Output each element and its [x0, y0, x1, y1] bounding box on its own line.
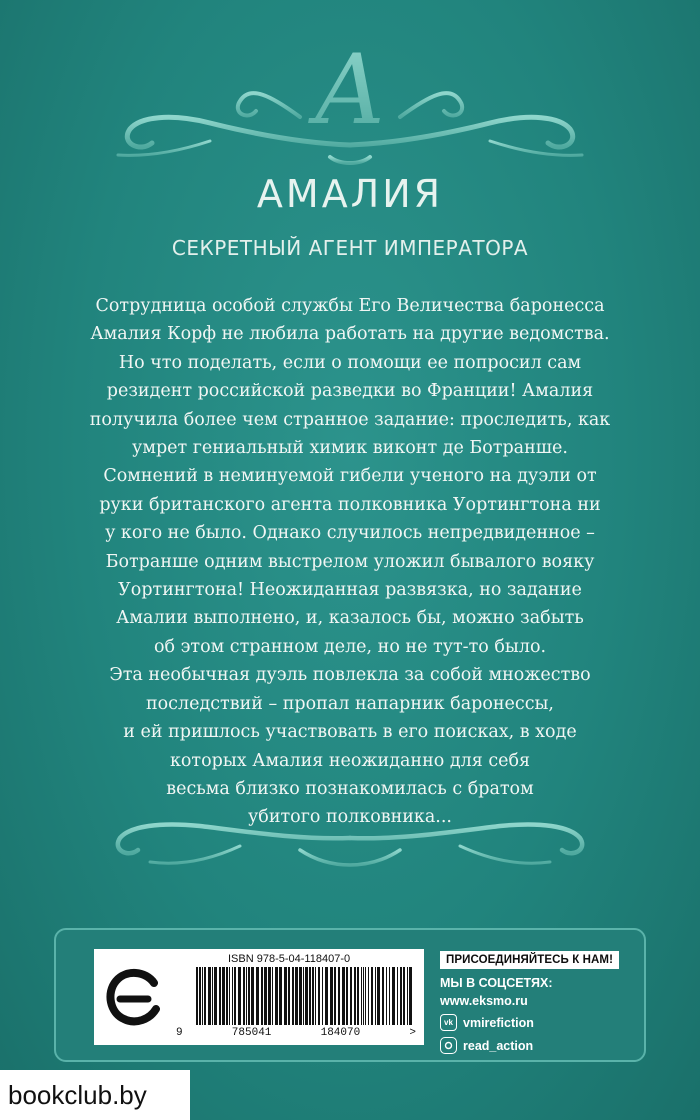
barcode-bar: [342, 967, 345, 1025]
barcode-bar: [264, 967, 267, 1025]
barcode-bar: [305, 967, 308, 1025]
barcode-bar: [403, 967, 405, 1025]
isbn-number: ISBN 978-5-04-118407-0: [228, 953, 351, 965]
barcode-bar: [371, 967, 373, 1025]
barcode-digit-group: 785041: [231, 1027, 272, 1039]
barcode-bar: [279, 967, 282, 1025]
barcode-bar: [204, 967, 206, 1025]
barcode-bar: [272, 967, 273, 1025]
annotation-line: Уортингтона! Неожиданная развязка, но задание: [118, 580, 582, 601]
vk-handle: vmirefiction: [463, 1015, 534, 1030]
barcode-bar: [334, 967, 336, 1025]
barcode-bar: [409, 967, 412, 1025]
barcode-bar: [246, 967, 247, 1025]
barcode-digit-group: >: [409, 1027, 416, 1039]
instagram-icon: [440, 1037, 457, 1054]
barcode-bar: [389, 967, 390, 1025]
barcode-bar: [208, 967, 211, 1025]
instagram-link[interactable]: [440, 1037, 640, 1054]
annotation-line: и ей пришлось участвовать в его поисках, в ходе: [123, 722, 577, 743]
barcode-bar: [330, 967, 333, 1025]
barcode-digit-group: 184070: [320, 1027, 361, 1039]
barcode-area: [94, 949, 424, 1045]
barcode-bar: [196, 967, 198, 1025]
barcode-bar: [243, 967, 245, 1025]
annotation-line: Ботранше одним выстрелом уложил бывалого вояку: [105, 551, 595, 572]
watermark: bookclub.by: [0, 1070, 190, 1120]
barcode-bar: [357, 967, 359, 1025]
annotation-line: убитого полковника...: [247, 807, 452, 828]
annotation-line: Эта необычная дуэль повлекла за собой множество: [109, 665, 591, 686]
vk-link[interactable]: [440, 1014, 640, 1031]
info-panel: [54, 928, 646, 1062]
vk-icon: vk: [440, 1014, 457, 1031]
barcode-bar: [219, 967, 221, 1025]
annotation-line: которых Амалия неожиданно для себя: [169, 750, 531, 771]
barcode-bar: [338, 967, 340, 1025]
barcode-bar: [350, 967, 352, 1025]
book-subtitle: СЕКРЕТНЫЙ АГЕНТ ИМПЕРАТОРА: [171, 236, 529, 260]
barcode-bar: [392, 967, 395, 1025]
barcode-bar: [229, 967, 230, 1025]
barcode-bar: [397, 967, 398, 1025]
bottom-ornament: [0, 810, 700, 880]
annotation-line: получила более чем странное задание: проследить, как: [89, 409, 611, 430]
barcode-bar: [292, 967, 294, 1025]
top-ornament: [0, 25, 700, 175]
join-us-badge: ПРИСОЕДИНЯЙТЕСЬ К НАМ!: [440, 951, 619, 969]
barcode-bar: [375, 967, 376, 1025]
annotation-line: Амалии выполнено, и, казалось бы, можно забыть: [116, 608, 584, 629]
barcode-bar: [322, 967, 323, 1025]
barcode-bar: [309, 967, 311, 1025]
barcode-icon: [194, 967, 416, 1027]
barcode-bar: [299, 967, 302, 1025]
barcode-bar: [354, 967, 356, 1025]
barcode-bar: [232, 967, 233, 1025]
annotation-line: умрет гениальный химик виконт де Ботранше.: [132, 438, 568, 459]
barcode-bar: [284, 967, 287, 1025]
barcode-bar: [238, 967, 241, 1025]
book-annotation: [70, 292, 630, 832]
barcode-bar: [214, 967, 217, 1025]
monogram-letter: A: [315, 34, 385, 146]
barcode-bar: [268, 967, 271, 1025]
book-title: АМАЛИЯ: [256, 172, 444, 216]
barcode-bar: [400, 967, 402, 1025]
barcode-bar: [226, 967, 228, 1025]
barcode-bar: [315, 967, 316, 1025]
barcode-digits: [176, 1027, 416, 1039]
barcode-bar: [365, 967, 366, 1025]
barcode-bar: [363, 967, 364, 1025]
annotation-line: весьма близко познакомилась с братом: [166, 778, 534, 799]
barcode-bar: [407, 967, 408, 1025]
barcode-bar: [199, 967, 201, 1025]
annotation-line: об этом странном деле, но не тут-то было.: [153, 636, 547, 657]
instagram-handle: read_action: [463, 1038, 534, 1053]
annotation-line: резидент российской разведки во Франции! Амалия: [106, 381, 594, 402]
barcode-bar: [256, 967, 259, 1025]
barcode-bar: [202, 967, 203, 1025]
barcode-bar: [386, 967, 387, 1025]
annotation-line: Сотрудница особой службы Его Величества баронесса: [95, 296, 605, 316]
barcode-bar: [346, 967, 348, 1025]
website-link[interactable]: www.eksmo.ru: [440, 994, 528, 1008]
social-networks-label: МЫ В СОЦСЕТЯХ:: [440, 976, 553, 990]
barcode-bar: [234, 967, 236, 1025]
barcode-bar: [212, 967, 213, 1025]
barcode-bar: [377, 967, 380, 1025]
barcode-bar: [222, 967, 225, 1025]
barcode-bar: [295, 967, 298, 1025]
barcode-bar: [312, 967, 314, 1025]
annotation-line: последствий – пропал напарник баронессы,: [145, 693, 554, 714]
eksmo-logo-icon: [102, 963, 168, 1029]
annotation-line: Амалия Корф не любила работать на другие ведомства.: [90, 324, 610, 345]
barcode-bar: [275, 967, 278, 1025]
barcode-bar: [261, 967, 263, 1025]
barcode-bar: [382, 967, 384, 1025]
barcode-bar: [248, 967, 250, 1025]
barcode-bar: [368, 967, 369, 1025]
barcode-bar: [361, 967, 362, 1025]
barcode-bar: [318, 967, 320, 1025]
annotation-line: Сомнений в неминуемой гибели ученого на дуэли от: [103, 466, 597, 487]
barcode-digit-group: 9: [176, 1027, 183, 1039]
barcode-bar: [325, 967, 328, 1025]
barcode-bar: [303, 967, 304, 1025]
annotation-line: у кого не было. Однако случилось непредвиденное –: [105, 523, 595, 544]
barcode-bar: [288, 967, 290, 1025]
annotation-line: руки британского агента полковника Уортингтона ни: [99, 494, 601, 515]
social-block: [440, 948, 640, 1054]
annotation-line: Но что поделать, если о помощи ее попросил сам: [118, 352, 582, 373]
barcode-bar: [251, 967, 254, 1025]
